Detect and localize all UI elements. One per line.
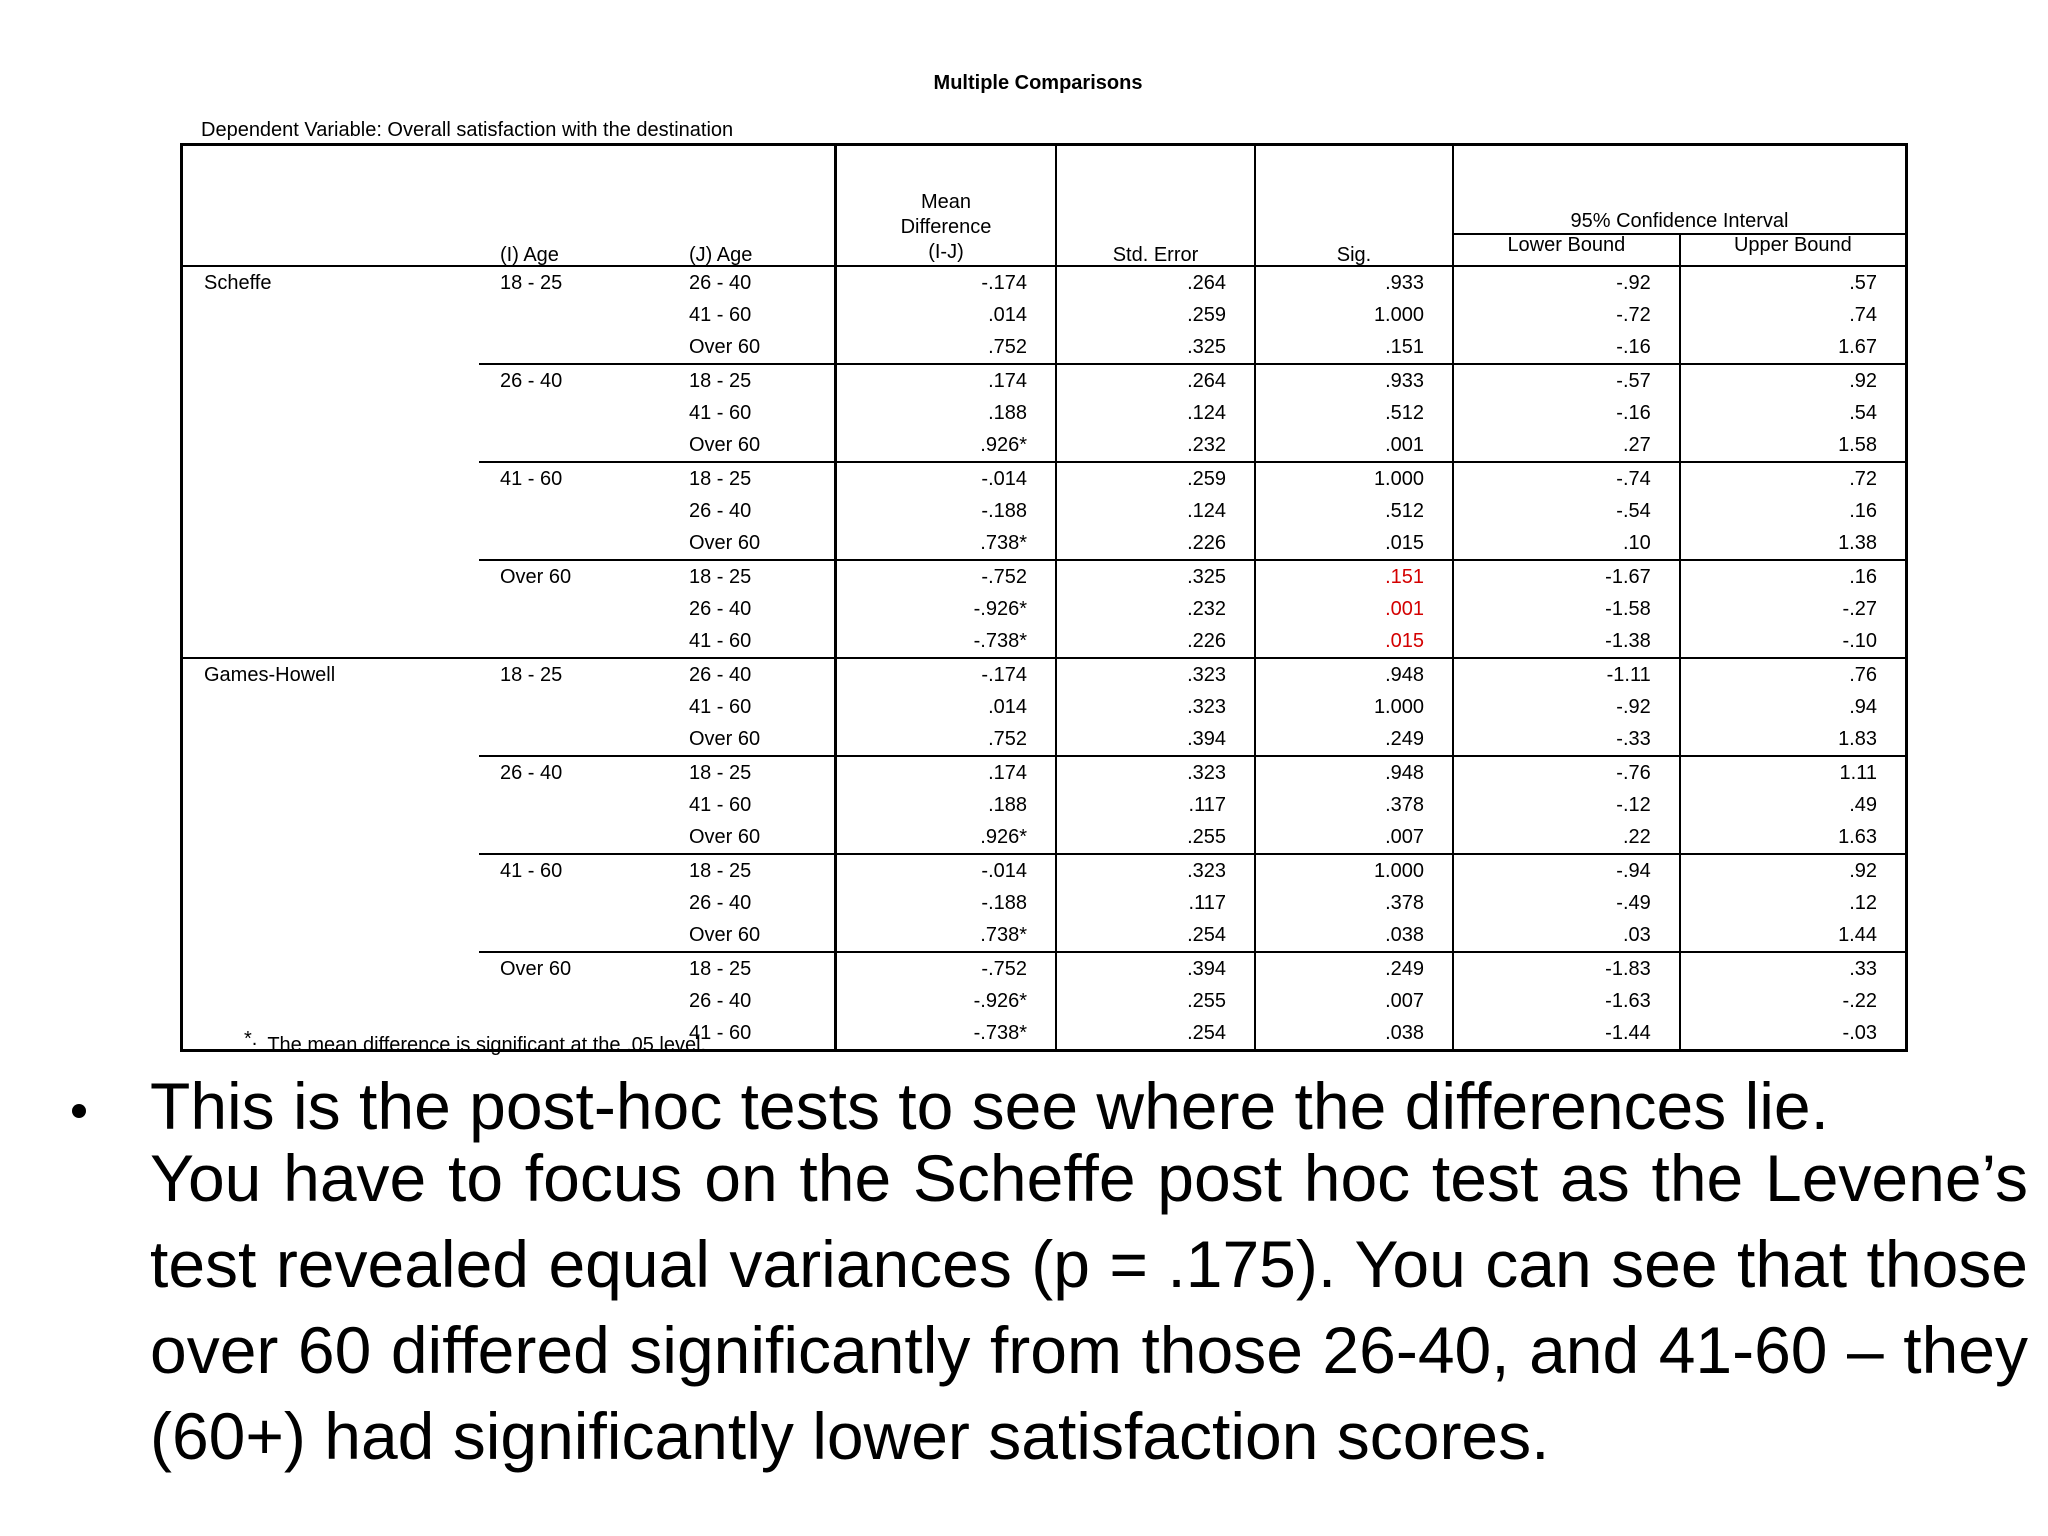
cell-sig: .378 [1255,887,1453,919]
cell-i-age [479,331,666,364]
cell-test [182,593,480,625]
table-row [182,331,1907,364]
header-mean-difference [836,145,1057,267]
table-row [182,854,1907,887]
table-row [182,364,1907,397]
cell-mean-difference: .752 [836,331,1057,364]
cell-sig: .933 [1255,266,1453,299]
cell-j-age: 26 - 40 [689,500,752,522]
cell-std-error: .323 [1056,854,1255,887]
table-row [182,299,1907,331]
cell-upper-bound: .12 [1680,887,1907,919]
table-row [182,952,1907,985]
cell-std-error: .323 [1056,691,1255,723]
cell-sig: .948 [1255,658,1453,691]
cell-mean-difference: -.188 [836,887,1057,919]
cell-lower-bound: .27 [1453,429,1680,462]
table-row [182,789,1907,821]
cell-lower-bound: -1.44 [1453,1017,1680,1051]
cell-i-age [479,527,666,560]
cell-i-age: 41 - 60 [479,854,666,887]
cell-std-error: .117 [1056,887,1255,919]
cell-upper-bound: 1.83 [1680,723,1907,756]
cell-j-age: 41 - 60 [689,304,752,326]
cell-mean-difference: .014 [836,691,1057,723]
cell-upper-bound: .72 [1680,462,1907,495]
cell-lower-bound: -.92 [1453,691,1680,723]
cell-mean-difference: .926* [836,429,1057,462]
table-row [182,821,1907,854]
cell-std-error: .124 [1056,397,1255,429]
cell-std-error: .259 [1056,299,1255,331]
cell-test: Games-Howell [182,658,480,691]
table-row [182,756,1907,789]
table-row [182,266,1907,299]
header-confidence-interval: 95% Confidence Interval [1453,145,1907,235]
table-row [182,691,1907,723]
cell-upper-bound: 1.63 [1680,821,1907,854]
cell-j-age: 26 - 40 [666,658,836,691]
cell-j-age: 18 - 25 [666,462,836,495]
cell-std-error: .394 [1056,952,1255,985]
cell-j-age: 26 - 40 [689,598,752,620]
header-mean-difference-line1: Mean [920,191,972,213]
cell-j-age: 41 - 60 [689,794,752,816]
cell-upper-bound: -.10 [1680,625,1907,658]
cell-mean-difference: .738* [836,527,1057,560]
cell-sig: .015 [1255,625,1453,658]
multiple-comparisons-table-container [180,143,1908,1052]
bullet-first-line: This is the post-hoc tests to see where the differences lie. [150,1069,1829,1143]
cell-std-error: .323 [1056,756,1255,789]
cell-j-age: 18 - 25 [666,364,836,397]
cell-mean-difference: .188 [836,397,1057,429]
cell-lower-bound: -.92 [1453,266,1680,299]
cell-i-age [479,919,666,952]
cell-sig: .378 [1255,789,1453,821]
cell-test [182,397,480,429]
cell-j-age: 18 - 25 [666,560,836,593]
cell-lower-bound: -1.83 [1453,952,1680,985]
cell-i-age [479,985,666,1017]
cell-lower-bound: -1.58 [1453,593,1680,625]
cell-i-age: Over 60 [479,952,666,985]
cell-upper-bound: 1.44 [1680,919,1907,952]
cell-j-age: 18 - 25 [666,952,836,985]
header-i-age: (I) Age [500,244,559,266]
header-j-age: (J) Age [689,244,753,266]
cell-test [182,887,480,919]
cell-test [182,625,480,658]
table-row [182,593,1907,625]
cell-mean-difference: -.752 [836,952,1057,985]
table-row [182,560,1907,593]
cell-i-age [479,593,666,625]
cell-j-age: 18 - 25 [666,854,836,887]
cell-std-error: .264 [1056,364,1255,397]
header-std-error: Std. Error [1056,145,1255,267]
header-test [182,145,480,267]
cell-j-age: Over 60 [689,728,761,750]
cell-lower-bound: -.54 [1453,495,1680,527]
cell-lower-bound: -.72 [1453,299,1680,331]
cell-lower-bound: -.33 [1453,723,1680,756]
cell-test [182,919,480,952]
cell-mean-difference: -.188 [836,495,1057,527]
cell-lower-bound: -1.67 [1453,560,1680,593]
cell-sig: .249 [1255,723,1453,756]
cell-i-age: 18 - 25 [479,266,666,299]
cell-test [182,527,480,560]
cell-test [182,495,480,527]
cell-mean-difference: -.752 [836,560,1057,593]
cell-test [182,985,480,1017]
cell-std-error: .323 [1056,658,1255,691]
cell-lower-bound: .22 [1453,821,1680,854]
footnote-marker: *. [244,1028,258,1050]
cell-lower-bound: -1.38 [1453,625,1680,658]
header-upper-bound: Upper Bound [1680,234,1907,266]
cell-lower-bound: .10 [1453,527,1680,560]
bullet-paragraph: You have to focus on the Scheffe post hoc test as the Levene’s test revealed equal variances (p = .175). You can see that those over 60 differed significantly from those 26-40, and 41-60 – they (60+) had significantly lower satisfaction scores. [150,1141,2028,1473]
cell-test [182,462,480,495]
cell-upper-bound: 1.58 [1680,429,1907,462]
cell-upper-bound: .92 [1680,854,1907,887]
cell-mean-difference: -.174 [836,658,1057,691]
cell-sig: .933 [1255,364,1453,397]
header-sig: Sig. [1255,145,1453,267]
cell-j-age: 41 - 60 [689,402,752,424]
cell-std-error: .226 [1056,527,1255,560]
cell-sig: 1.000 [1255,299,1453,331]
cell-i-age [479,397,666,429]
cell-i-age [479,723,666,756]
cell-sig: .512 [1255,495,1453,527]
cell-j-age: Over 60 [689,826,761,848]
cell-mean-difference: -.014 [836,462,1057,495]
cell-sig: .015 [1255,527,1453,560]
cell-j-age: 26 - 40 [689,990,752,1012]
cell-sig: .038 [1255,919,1453,952]
multiple-comparisons-table [180,143,1908,1052]
cell-upper-bound: .16 [1680,495,1907,527]
cell-j-age: 41 - 60 [689,630,752,652]
cell-upper-bound: .92 [1680,364,1907,397]
bullet-dot-icon [72,1104,86,1118]
cell-i-age [479,821,666,854]
cell-std-error: .255 [1056,821,1255,854]
cell-sig: .007 [1255,985,1453,1017]
cell-test [182,854,480,887]
cell-std-error: .254 [1056,1017,1255,1051]
cell-mean-difference: .926* [836,821,1057,854]
cell-test: Scheffe [182,266,480,299]
cell-std-error: .117 [1056,789,1255,821]
table-row [182,495,1907,527]
cell-test [182,560,480,593]
cell-sig: .151 [1255,560,1453,593]
header-mean-difference-line3: (I-J) [928,241,964,263]
cell-i-age [479,789,666,821]
table-row [182,527,1907,560]
cell-mean-difference: -.926* [836,593,1057,625]
cell-mean-difference: .188 [836,789,1057,821]
table-footnote [244,1028,707,1057]
cell-sig: .151 [1255,331,1453,364]
footnote-text: The mean difference is significant at the .05 level. [267,1034,707,1056]
cell-upper-bound: .57 [1680,266,1907,299]
cell-test [182,821,480,854]
cell-test [182,299,480,331]
cell-upper-bound: -.27 [1680,593,1907,625]
cell-lower-bound: .03 [1453,919,1680,952]
table-row [182,462,1907,495]
cell-j-age: 18 - 25 [666,756,836,789]
cell-std-error: .232 [1056,429,1255,462]
table-row [182,723,1907,756]
cell-test [182,364,480,397]
cell-test [182,429,480,462]
table-body [182,266,1907,1051]
header-lower-bound: Lower Bound [1453,234,1680,266]
cell-j-age: 26 - 40 [689,892,752,914]
cell-mean-difference: -.174 [836,266,1057,299]
cell-mean-difference: -.926* [836,985,1057,1017]
table-row [182,397,1907,429]
table-row [182,658,1907,691]
cell-test [182,723,480,756]
cell-j-age: Over 60 [689,336,761,358]
header-mean-difference-line2: Difference [900,216,992,238]
cell-lower-bound: -1.11 [1453,658,1680,691]
cell-upper-bound: -.03 [1680,1017,1907,1051]
cell-upper-bound: .49 [1680,789,1907,821]
cell-lower-bound: -.74 [1453,462,1680,495]
cell-upper-bound: 1.11 [1680,756,1907,789]
cell-i-age: 26 - 40 [479,364,666,397]
cell-j-age: 41 - 60 [689,1022,752,1044]
cell-mean-difference: .014 [836,299,1057,331]
cell-j-age: 26 - 40 [666,266,836,299]
cell-lower-bound: -.16 [1453,397,1680,429]
cell-lower-bound: -.16 [1453,331,1680,364]
cell-test [182,331,480,364]
cell-std-error: .124 [1056,495,1255,527]
cell-sig: 1.000 [1255,462,1453,495]
cell-j-age: 41 - 60 [689,696,752,718]
cell-sig: .249 [1255,952,1453,985]
cell-i-age [479,625,666,658]
cell-sig: 1.000 [1255,854,1453,887]
cell-std-error: .232 [1056,593,1255,625]
cell-i-age [479,429,666,462]
cell-test [182,789,480,821]
cell-std-error: .254 [1056,919,1255,952]
cell-sig: .001 [1255,429,1453,462]
cell-mean-difference: -.738* [836,1017,1057,1051]
cell-std-error: .255 [1056,985,1255,1017]
table-title: Multiple Comparisons [933,72,1143,94]
cell-mean-difference: .174 [836,756,1057,789]
cell-i-age: Over 60 [479,560,666,593]
cell-test [182,756,480,789]
cell-mean-difference: .752 [836,723,1057,756]
cell-i-age: 18 - 25 [479,658,666,691]
cell-lower-bound: -.12 [1453,789,1680,821]
cell-upper-bound: .33 [1680,952,1907,985]
cell-j-age: Over 60 [689,434,761,456]
table-row [182,625,1907,658]
cell-mean-difference: -.738* [836,625,1057,658]
cell-i-age: 41 - 60 [479,462,666,495]
cell-test [182,691,480,723]
table-row [182,429,1907,462]
table-row [182,887,1907,919]
cell-lower-bound: -1.63 [1453,985,1680,1017]
cell-upper-bound: .74 [1680,299,1907,331]
cell-upper-bound: .76 [1680,658,1907,691]
cell-sig: .007 [1255,821,1453,854]
cell-i-age [479,691,666,723]
cell-i-age [479,887,666,919]
cell-std-error: .264 [1056,266,1255,299]
cell-std-error: .325 [1056,560,1255,593]
table-row [182,919,1907,952]
cell-std-error: .394 [1056,723,1255,756]
cell-sig: 1.000 [1255,691,1453,723]
cell-std-error: .259 [1056,462,1255,495]
cell-upper-bound: 1.38 [1680,527,1907,560]
table-row [182,985,1907,1017]
cell-i-age [479,495,666,527]
cell-lower-bound: -.57 [1453,364,1680,397]
cell-j-age: Over 60 [689,924,761,946]
cell-sig: .948 [1255,756,1453,789]
cell-sig: .038 [1255,1017,1453,1051]
cell-upper-bound: .16 [1680,560,1907,593]
cell-lower-bound: -.49 [1453,887,1680,919]
cell-sig: .512 [1255,397,1453,429]
cell-j-age: Over 60 [689,532,761,554]
cell-upper-bound: 1.67 [1680,331,1907,364]
cell-lower-bound: -.76 [1453,756,1680,789]
cell-std-error: .226 [1056,625,1255,658]
cell-upper-bound: .54 [1680,397,1907,429]
cell-sig: .001 [1255,593,1453,625]
cell-lower-bound: -.94 [1453,854,1680,887]
dependent-variable-label: Dependent Variable: Overall satisfaction with the destination [201,119,734,141]
cell-i-age: 26 - 40 [479,756,666,789]
cell-test [182,952,480,985]
cell-upper-bound: -.22 [1680,985,1907,1017]
cell-i-age [479,299,666,331]
cell-std-error: .325 [1056,331,1255,364]
cell-upper-bound: .94 [1680,691,1907,723]
cell-mean-difference: .174 [836,364,1057,397]
cell-mean-difference: -.014 [836,854,1057,887]
cell-mean-difference: .738* [836,919,1057,952]
